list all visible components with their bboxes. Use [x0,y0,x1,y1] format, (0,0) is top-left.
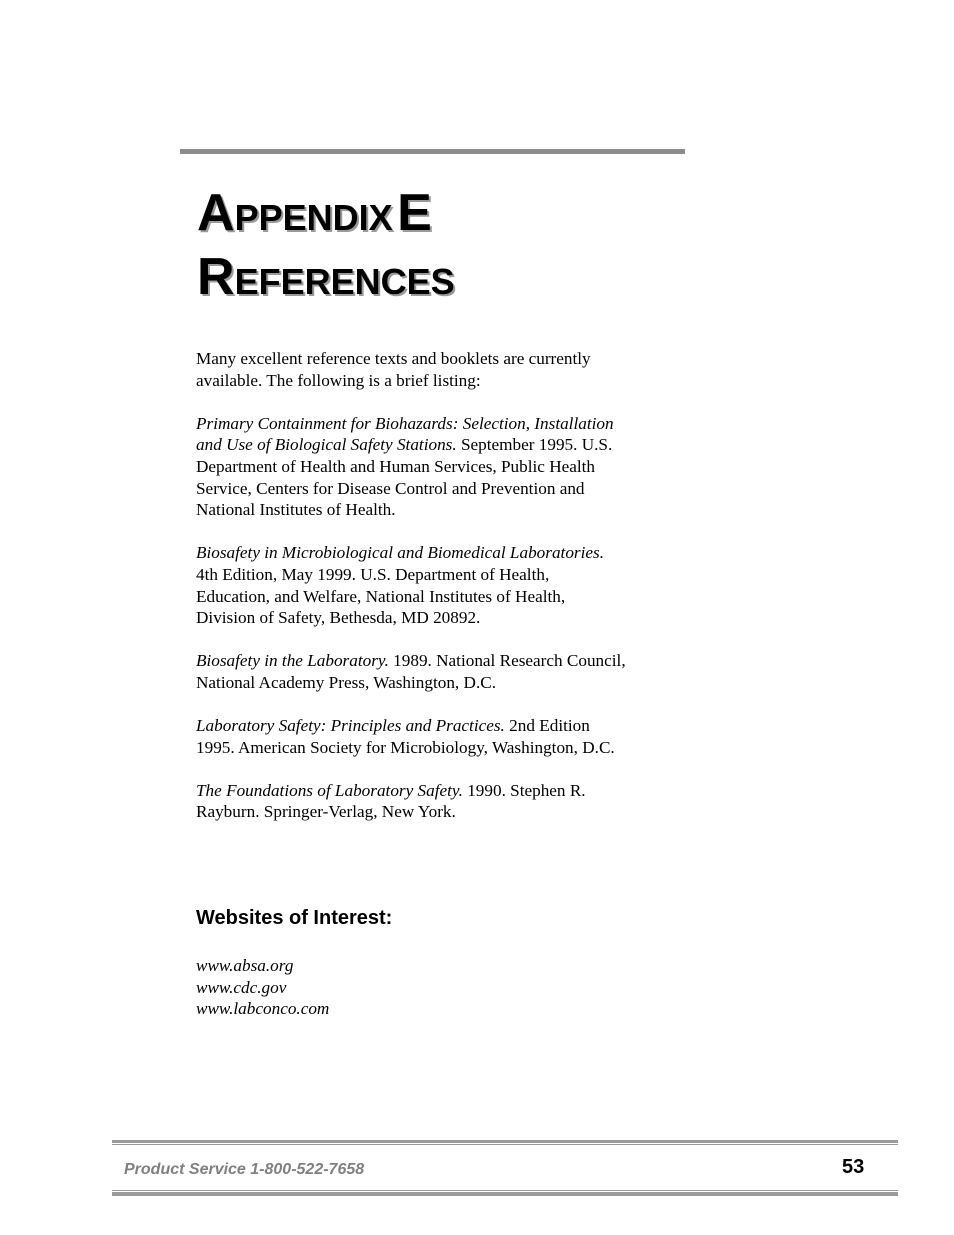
reference-title: Biosafety in the Laboratory. [196,651,389,671]
references-title [197,248,455,306]
reference-details: 1990. Stephen R. Rayburn. Springer-Verlag, New York. [196,780,586,822]
reference-item [196,780,626,823]
website-link[interactable]: www.cdc.gov [196,977,287,997]
reference-title: Primary Containment for Biohazards: Selection, Installation and Use of Biological Safety Stations. [196,413,614,455]
title-appendix-letter: E [397,184,432,242]
reference-title: Laboratory Safety: Principles and Practices. [196,716,505,736]
reference-item [196,413,626,521]
websites-heading: Websites of Interest: [196,907,393,929]
reference-details: 4th Edition, May 1999. U.S. Department of Health, Education, and Welfare, National Institutes of Health, Division of Safety, Bethesda, MD 20892. [196,564,566,628]
reference-item [196,715,626,758]
reference-item [196,542,626,628]
website-link[interactable]: www.absa.org [196,956,294,975]
top-divider [180,149,685,154]
references-content [196,348,626,845]
reference-title: Biosafety in Microbiological and Biomedical Laboratories. [196,543,605,563]
title-appendix-rest: PPENDIX [234,197,393,238]
reference-details: 2nd Edition 1995. American Society for Microbiology, Washington, D.C. [196,716,615,757]
reference-details: 1989. National Research Council, National Academy Press, Washington, D.C. [196,651,626,692]
title-initial-a: A [197,184,235,242]
reference-item [196,650,626,693]
footer-product-service: Product Service 1-800-522-7658 [124,1161,365,1178]
title-initial-r: R [197,248,235,306]
reference-title: The Foundations of Laboratory Safety. [196,780,463,800]
websites-list [196,955,329,1020]
website-link[interactable]: www.labconco.com [196,999,330,1019]
appendix-title [197,184,432,242]
title-references-rest: EFERENCES [234,261,455,302]
reference-details: September 1995. U.S. Department of Health and Human Services, Public Health Service, Centers for Disease Control and Prevention and National Institutes of Health. [196,435,613,520]
page-number: 53 [842,1156,865,1178]
footer-divider-top [112,1140,898,1145]
footer-divider-bottom [112,1190,898,1196]
intro-paragraph: Many excellent reference texts and booklets are currently available. The following is a brief listing: [196,349,591,390]
